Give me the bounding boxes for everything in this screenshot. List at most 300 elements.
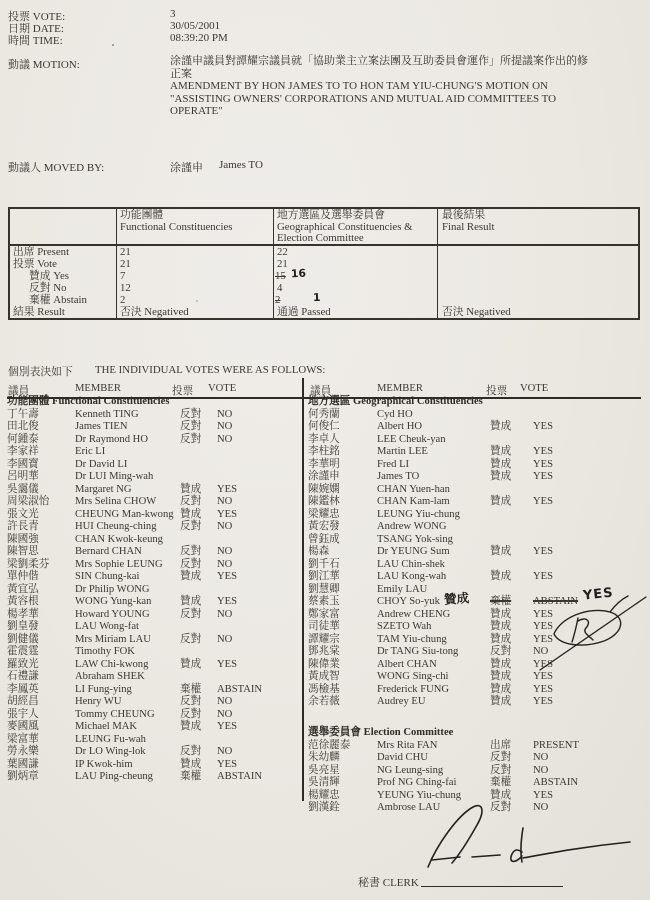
vote-row-label: 投票 Vote [13, 258, 57, 270]
choy-handwritten-vote-zh: 贊成 [443, 590, 470, 607]
vote-en-header: VOTE [520, 383, 549, 394]
member-vote-en: YES [533, 446, 554, 457]
member-name-en: Bernard CHAN [75, 546, 142, 557]
member-name-zh: 石禮謙 [7, 671, 39, 682]
vote-number-label: 投票 VOTE: [8, 11, 66, 23]
clerk-signature [405, 800, 640, 875]
member-en-header: MEMBER [75, 383, 121, 394]
member-vote-en: YES [533, 608, 554, 620]
member-vote-en: YES [217, 721, 238, 732]
vote-row [308, 559, 644, 572]
vote-row [308, 434, 644, 447]
member-name-en: Dr David LI [75, 458, 128, 470]
member-vote-en: YES [533, 496, 554, 507]
vote-row [7, 634, 303, 647]
member-vote-zh: 贊成 [180, 571, 202, 582]
vote-row [308, 446, 644, 459]
vote-row [308, 471, 644, 484]
member-vote-zh: 反對 [490, 646, 512, 657]
vote-row [7, 771, 303, 784]
member-name-en: Mrs Selina CHOW [75, 496, 157, 507]
vote-row [7, 696, 303, 709]
member-name-en: WONG Yung-kan [75, 596, 152, 607]
member-name-en: Kenneth TING [75, 408, 139, 420]
vote-geo: 21 [277, 258, 288, 270]
yes-fc: 7 [120, 270, 126, 282]
result-geo: 通過 Passed [277, 306, 331, 318]
vote-row [7, 621, 303, 634]
member-vote-zh: 贊成 [180, 508, 202, 520]
member-vote-zh: 贊成 [490, 471, 512, 482]
member-name-zh: 劉千石 [308, 558, 340, 570]
member-vote-en: YES [533, 546, 554, 557]
vote-row [7, 584, 303, 597]
member-name-zh: 羅致光 [7, 658, 39, 670]
vote-row [308, 765, 644, 778]
member-name-en: Dr TANG Siu-tong [377, 646, 459, 657]
member-name-zh: 黃宏發 [308, 521, 340, 532]
present-fc: 21 [120, 246, 131, 258]
member-vote-en: PRESENT [533, 739, 579, 751]
col-final-en: Final Result [442, 221, 495, 233]
member-vote-en: YES [217, 658, 238, 670]
member-name-zh: 李柱銘 [308, 446, 340, 457]
member-vote-zh: 贊成 [490, 608, 512, 620]
member-name-en: Margaret NG [75, 483, 132, 495]
member-name-zh: 梁富華 [7, 733, 39, 745]
member-name-en: Albert HO [377, 421, 423, 432]
member-name-en: IP Kwok-him [75, 758, 133, 770]
vote-row [7, 496, 303, 509]
vote-row [308, 409, 644, 422]
vote-row [308, 752, 644, 765]
scan-speckle [112, 44, 114, 46]
vote-row [7, 559, 303, 572]
section-header-zh: 選舉委員會 [308, 727, 361, 738]
member-vote-en: NO [533, 764, 549, 776]
no-fc: 12 [120, 282, 131, 294]
member-en-header: MEMBER [377, 383, 423, 394]
member-vote-en: YES [533, 458, 554, 470]
vote-row [7, 609, 303, 622]
member-name-en: Frederick FUNG [377, 683, 450, 695]
vote-row [7, 684, 303, 697]
choy-correction-signature [526, 588, 648, 672]
member-vote-en: YES [533, 683, 554, 695]
member-zh-header: 議員 [310, 386, 332, 397]
member-vote-en: ABSTAIN [217, 683, 263, 695]
member-name-en: Ambrose LAU [377, 802, 441, 813]
member-name-en: Tommy CHEUNG [75, 708, 155, 720]
section-header [308, 396, 644, 409]
member-name-en: Michael MAK [75, 721, 138, 732]
member-name-zh: 譚耀宗 [308, 633, 340, 645]
member-vote-en: NO [217, 496, 233, 507]
vote-row [7, 659, 303, 672]
member-name-en: LAU Wong-fat [75, 621, 139, 632]
member-vote-en: YES [533, 621, 554, 632]
vote-row [7, 721, 303, 734]
member-vote-zh: 反對 [180, 421, 202, 432]
member-vote-zh: 贊成 [180, 758, 202, 770]
vote-row [308, 546, 644, 559]
member-name-zh: 吳亮星 [308, 764, 340, 776]
member-name-zh: 涂謹申 [308, 471, 340, 482]
member-name-en: LAU Ping-cheung [75, 771, 153, 782]
member-vote-zh: 贊成 [490, 683, 512, 695]
member-name-zh: 單仲偕 [7, 571, 39, 582]
vote-row [308, 521, 644, 534]
functional-constituencies-section [7, 396, 303, 784]
vote-row [7, 446, 303, 459]
table-divider [116, 209, 117, 318]
individual-votes-intro-en: THE INDIVIDUAL VOTES WERE AS FOLLOWS: [95, 364, 326, 376]
vote-row [7, 709, 303, 722]
member-vote-en: YES [533, 789, 554, 801]
member-vote-zh: 贊成 [490, 696, 512, 707]
member-vote-en: ABSTAIN [533, 777, 579, 788]
member-vote-en: YES [533, 633, 554, 645]
member-name-en: Cyd HO [377, 408, 413, 420]
member-name-en: SZETO Wah [377, 621, 432, 632]
vote-row [308, 459, 644, 472]
member-name-en: Howard YOUNG [75, 608, 150, 620]
member-vote-zh: 反對 [180, 558, 202, 570]
member-name-zh: 黃成智 [308, 671, 340, 682]
clerk-signature-line [421, 875, 563, 887]
vote-row [7, 521, 303, 534]
member-vote-en: NO [217, 746, 233, 757]
member-vote-zh: 反對 [180, 546, 202, 557]
section-header [308, 727, 644, 740]
member-vote-en: ABSTAIN [217, 771, 263, 782]
member-name-zh: 劉炳章 [7, 771, 39, 782]
vote-row [7, 409, 303, 422]
vote-row [7, 646, 303, 659]
member-name-zh: 梁劉柔芬 [7, 558, 50, 570]
member-vote-zh: 贊成 [490, 421, 512, 432]
col-geo-en1: Geographical Constituencies & [277, 221, 413, 233]
member-name-zh: 蔡素玉 [308, 596, 340, 607]
member-name-zh: 黃容根 [7, 596, 39, 607]
member-name-zh: 呂明華 [7, 471, 39, 482]
result-fc: 否決 Negatived [120, 306, 189, 318]
member-name-zh: 李鳳英 [7, 683, 39, 695]
member-vote-en: NO [217, 408, 233, 420]
result-final: 否決 Negatived [442, 306, 511, 318]
member-vote-zh: 出席 [490, 739, 512, 751]
vote-row [7, 671, 303, 684]
motion-zh-line1: 涂謹申議員對譚耀宗議員就「協助業主立案法團及互助委員會運作」所提議案作出的修 [170, 55, 588, 67]
member-name-en: LEUNG Yiu-chung [377, 508, 460, 520]
member-name-en: LEE Cheuk-yan [377, 433, 446, 445]
member-name-zh: 黃宜弘 [7, 583, 39, 595]
moved-by-label: 動議人 MOVED BY: [8, 162, 105, 174]
time-value: 08:39:20 PM [170, 32, 228, 44]
member-vote-zh: 贊成 [180, 596, 202, 607]
member-name-zh: 葉國謙 [7, 758, 39, 770]
member-name-en: Emily LAU [377, 583, 428, 595]
member-name-zh: 李家祥 [7, 446, 39, 457]
member-name-en: Dr Philip WONG [75, 583, 150, 595]
member-name-zh: 曾鈺成 [308, 533, 340, 545]
member-name-en: NG Leung-sing [377, 764, 444, 776]
member-name-zh: 劉慧卿 [308, 583, 340, 595]
member-name-en: Audrey EU [377, 696, 426, 707]
member-vote-zh: 贊成 [490, 621, 512, 632]
member-vote-zh: 贊成 [490, 546, 512, 557]
motion-label: 動議 MOTION: [8, 59, 80, 71]
member-vote-en: YES [217, 483, 238, 495]
member-vote-zh: 反對 [490, 752, 512, 763]
moved-by-value-en: James TO [219, 159, 263, 171]
member-name-zh: 吳清輝 [308, 777, 340, 788]
individual-votes-intro-zh: 個別表決如下 [8, 366, 73, 378]
member-name-en: LI Fung-ying [75, 683, 132, 695]
member-name-en: Abraham SHEK [75, 671, 145, 682]
member-vote-zh: 反對 [180, 496, 202, 507]
member-vote-en: NO [217, 633, 233, 645]
member-vote-en: YES [533, 571, 554, 582]
member-vote-zh: 贊成 [180, 658, 202, 670]
member-name-en: HUI Cheung-ching [75, 521, 157, 532]
vote-row [308, 534, 644, 547]
abstain-label: 棄權 Abstain [29, 294, 87, 306]
member-vote-en: YES [217, 758, 238, 770]
member-vote-zh: 贊成 [180, 483, 202, 495]
vote-row [7, 759, 303, 772]
vote-row [7, 471, 303, 484]
motion-en-line3: OPERATE" [170, 105, 223, 118]
member-name-zh: 李國寶 [7, 458, 39, 470]
section-header-en: Functional Constituencies [52, 396, 170, 407]
no-label: 反對 No [29, 282, 67, 294]
abstain-fc: 2 [120, 294, 126, 306]
member-name-zh: 周梁淑怡 [7, 496, 50, 507]
member-name-zh: 劉江華 [308, 571, 340, 582]
member-vote-zh: 贊成 [490, 571, 512, 582]
member-vote-en: ABSTAIN [533, 596, 579, 607]
member-vote-en: YES [533, 671, 554, 682]
member-vote-zh: 贊成 [490, 671, 512, 682]
member-name-zh: 鄭家富 [308, 608, 340, 620]
member-name-zh: 田北俊 [7, 421, 39, 432]
vote-zh-header: 投票 [486, 386, 508, 397]
member-vote-zh: 贊成 [180, 721, 202, 732]
motion-en-line1: AMENDMENT BY HON JAMES TO TO HON TAM YIU-CHUNG'S MOTION ON [170, 80, 548, 93]
date-value: 30/05/2001 [170, 20, 221, 32]
vote-row [308, 509, 644, 522]
member-vote-en: YES [217, 596, 238, 607]
member-name-en: Mrs Miriam LAU [75, 633, 151, 645]
vote-row [7, 509, 303, 522]
member-vote-zh: 棄權 [490, 596, 512, 607]
member-vote-zh: 棄權 [490, 777, 512, 788]
vote-row [7, 596, 303, 609]
member-name-zh: 何秀蘭 [308, 408, 340, 420]
member-name-en: Dr Raymond HO [75, 433, 148, 445]
col-functional-en: Functional Constituencies [120, 221, 233, 233]
member-name-zh: 張宇人 [7, 708, 39, 720]
member-vote-en: NO [217, 708, 233, 720]
member-name-en: Dr LUI Ming-wah [75, 471, 154, 482]
member-vote-en: NO [217, 521, 233, 532]
member-name-zh: 梁耀忠 [308, 508, 340, 520]
member-zh-header: 議員 [8, 386, 30, 397]
member-name-zh: 許長青 [7, 521, 39, 532]
member-vote-zh: 棄權 [180, 683, 202, 695]
member-name-en: LAU Chin-shek [377, 558, 445, 570]
col-final-zh: 最後結果 [442, 209, 486, 221]
member-vote-zh: 反對 [180, 433, 202, 445]
vote-summary-table [8, 207, 640, 320]
member-vote-zh: 反對 [490, 802, 512, 813]
member-name-zh: 陳偉業 [308, 658, 340, 670]
member-vote-zh: 贊成 [490, 458, 512, 470]
result-label: 結果 Result [13, 306, 65, 318]
member-vote-en: NO [217, 433, 233, 445]
member-name-zh: 余若薇 [308, 696, 340, 707]
vote-row [7, 734, 303, 747]
member-name-zh: 麥國風 [7, 721, 39, 732]
member-name-zh: 劉漢銓 [308, 802, 340, 813]
member-name-zh: 何鍾泰 [7, 433, 39, 445]
member-vote-en: YES [533, 421, 554, 432]
member-name-zh: 馮檢基 [308, 683, 340, 695]
member-vote-zh: 反對 [180, 521, 202, 532]
member-name-en: LAW Chi-kwong [75, 658, 149, 670]
section-header-en: Geographical Constituencies [353, 396, 483, 407]
member-name-zh: 陳智思 [7, 546, 39, 557]
vote-row [308, 571, 644, 584]
member-name-en: LEUNG Fu-wah [75, 733, 146, 745]
motion-text [170, 55, 642, 118]
member-name-zh: 胡經昌 [7, 696, 39, 707]
member-name-en: CHOY So-yuk [377, 596, 440, 607]
yes-label: 贊成 Yes [29, 270, 70, 282]
vote-row [308, 671, 644, 684]
section-header [7, 396, 303, 409]
scan-speckle [196, 300, 198, 302]
vote-row [7, 546, 303, 559]
member-name-en: Andrew WONG [377, 521, 447, 532]
member-name-en: LAU Kong-wah [377, 571, 447, 582]
date-label: 日期 DATE: [8, 23, 64, 35]
col-functional-zh: 功能團體 [120, 209, 164, 221]
vote-row [7, 571, 303, 584]
vote-row [308, 684, 644, 697]
vote-row [7, 459, 303, 472]
section-header-zh: 地方選區 [308, 396, 351, 407]
member-vote-zh: 反對 [180, 746, 202, 757]
member-vote-en: YES [217, 571, 238, 582]
member-name-zh: 丁午壽 [7, 408, 39, 420]
member-vote-zh: 反對 [490, 764, 512, 776]
vote-row [308, 740, 644, 753]
no-geo: 4 [277, 282, 283, 294]
vote-row [308, 496, 644, 509]
vote-fc: 21 [120, 258, 131, 270]
member-name-en: CHEUNG Man-kwong [75, 508, 174, 520]
member-name-en: Albert CHAN [377, 658, 437, 670]
abstain-geo-handwritten-correction: 1 [312, 290, 321, 305]
member-name-zh: 范徐麗泰 [308, 739, 351, 751]
member-vote-zh: 棄權 [180, 771, 202, 782]
member-name-zh: 劉健儀 [7, 633, 39, 645]
member-name-en: Timothy FOK [75, 646, 135, 657]
member-name-en: Fred LI [377, 458, 410, 470]
abstain-geo-struck-value: 2 [275, 294, 281, 306]
clerk-label: 秘書 CLERK [358, 877, 419, 889]
member-name-en: CHAN Kam-lam [377, 496, 450, 507]
member-vote-zh: 反對 [180, 608, 202, 620]
member-name-zh: 司徒華 [308, 621, 340, 632]
member-vote-en: NO [217, 608, 233, 620]
vote-row [308, 484, 644, 497]
member-name-en: Mrs Sophie LEUNG [75, 558, 163, 570]
member-vote-zh: 反對 [180, 408, 202, 420]
member-name-zh: 陳國強 [7, 533, 39, 545]
yes-geo-struck-value: 15 [275, 270, 286, 282]
member-vote-en: YES [533, 658, 554, 670]
moved-by-value-zh: 涂謹申 [170, 162, 203, 174]
vote-row [308, 696, 644, 709]
member-vote-zh: 贊成 [490, 496, 512, 507]
member-name-zh: 鄧兆棠 [308, 646, 340, 657]
member-name-en: WONG Sing-chi [377, 671, 449, 682]
member-name-zh: 李卓人 [308, 433, 340, 445]
member-name-en: YEUNG Yiu-chung [377, 789, 462, 801]
member-vote-zh: 贊成 [490, 633, 512, 645]
member-name-zh: 楊耀忠 [308, 789, 340, 801]
member-vote-en: NO [217, 696, 233, 707]
member-name-zh: 吳靄儀 [7, 483, 39, 495]
member-vote-en: YES [217, 508, 238, 520]
member-name-zh: 霍震霆 [7, 646, 39, 657]
yes-geo-handwritten-correction: 16 [290, 266, 307, 281]
member-name-zh: 楊森 [308, 546, 330, 557]
table-divider [437, 209, 438, 318]
member-vote-en: NO [217, 558, 233, 570]
vote-zh-header: 投票 [172, 386, 194, 397]
section-header-en: Election Committee [363, 727, 454, 738]
member-name-zh: 陳婉嫻 [308, 483, 340, 495]
vote-row [7, 421, 303, 434]
member-vote-en: NO [533, 752, 549, 763]
member-vote-en: YES [533, 696, 554, 707]
member-name-en: TSANG Yok-sing [377, 533, 453, 545]
member-name-en: Andrew CHENG [377, 608, 451, 620]
member-name-en: CHAN Yuen-han [377, 483, 450, 495]
member-name-en: Prof NG Ching-fai [377, 777, 457, 788]
member-vote-zh: 贊成 [490, 789, 512, 801]
vote-row [308, 421, 644, 434]
col-geo-en2: Election Committee [277, 232, 364, 244]
vote-row [308, 777, 644, 790]
member-vote-zh: 贊成 [490, 658, 512, 670]
vote-number-value: 3 [170, 8, 176, 20]
member-name-en: Eric LI [75, 446, 106, 457]
member-vote-zh: 反對 [180, 708, 202, 720]
member-vote-en: NO [533, 646, 549, 657]
member-name-zh: 何俊仁 [308, 421, 340, 432]
right-column-headers [310, 383, 640, 396]
vote-row [7, 434, 303, 447]
member-vote-zh: 反對 [180, 633, 202, 645]
member-name-zh: 李華明 [308, 458, 340, 470]
member-name-en: James TIEN [75, 421, 128, 432]
member-name-en: Henry WU [75, 696, 122, 707]
